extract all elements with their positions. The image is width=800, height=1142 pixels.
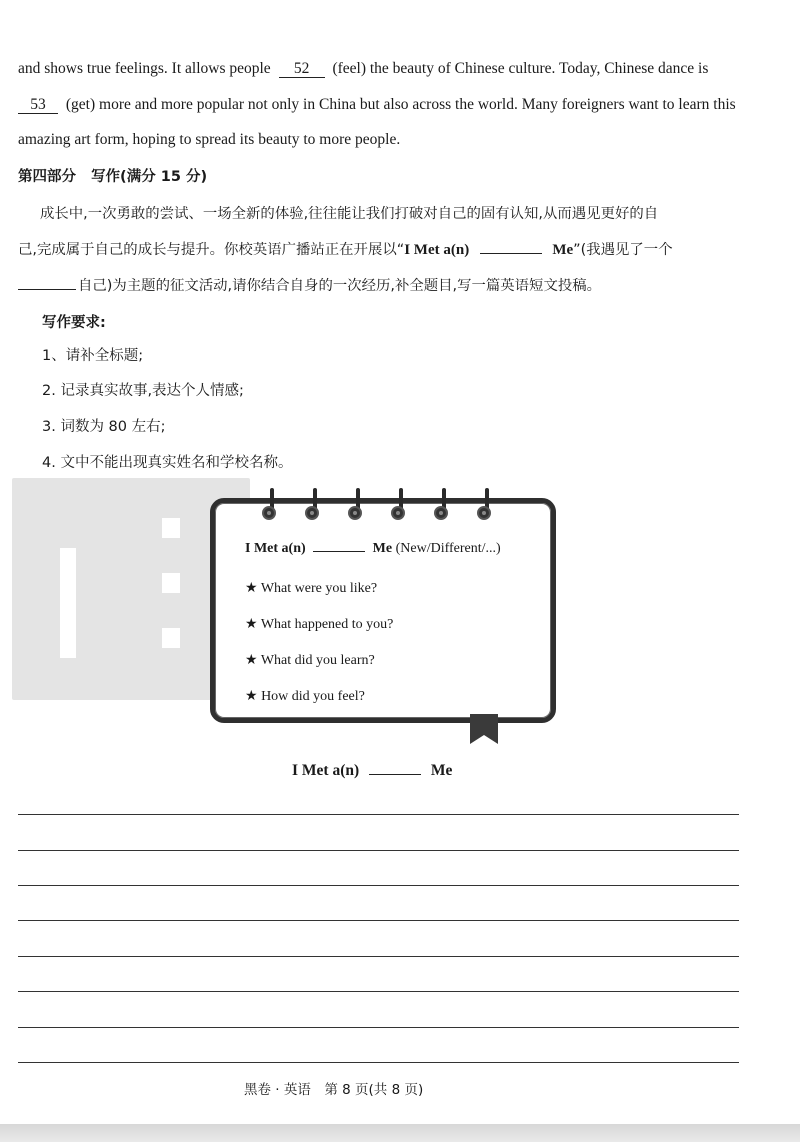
passage-text: (get) more and more popular not only in China but also across the world. Many foreigners want to learn this: [65, 96, 736, 113]
notebook-question: ★ What happened to you?: [245, 617, 394, 632]
prompt-title-blank: [480, 253, 542, 254]
prompt-line-2: [18, 238, 673, 259]
section-part: 第四部分: [18, 169, 76, 185]
notebook-title-a: I Met a(n): [245, 541, 306, 556]
bookmark-icon: [470, 714, 498, 744]
blank-52: 52: [279, 60, 325, 78]
passage-text: and shows true feelings. It allows people: [18, 60, 271, 77]
ring-hole-icon: [348, 506, 362, 520]
star-icon: ★: [245, 653, 258, 668]
notebook-card: [210, 498, 556, 723]
writing-line[interactable]: [18, 850, 739, 851]
passage-line-1: [18, 60, 708, 78]
notebook-question: ★ How did you feel?: [245, 689, 365, 704]
notebook-title: [245, 541, 501, 557]
requirements-heading: 写作要求:: [42, 315, 106, 331]
prompt-blank-2: [18, 289, 76, 290]
answer-title: [292, 762, 452, 780]
blank-53: 53: [18, 96, 58, 114]
notebook-title-hint: (New/Different/...): [395, 541, 501, 556]
writing-line[interactable]: [18, 1027, 739, 1028]
writing-line[interactable]: [18, 885, 739, 886]
ring-hole-icon: [477, 506, 491, 520]
ring-hole-icon: [305, 506, 319, 520]
passage-line-3: [18, 131, 400, 149]
notebook-question: ★ What did you learn?: [245, 653, 375, 668]
prompt-text: ”(我遇见了一个: [573, 242, 673, 258]
writing-line[interactable]: [18, 956, 739, 957]
writing-line[interactable]: [18, 1062, 739, 1063]
prompt-title-b: Me: [552, 242, 574, 258]
section-title: 写作(满分 15 分): [91, 169, 208, 185]
prompt-line-1: 成长中,一次勇敢的尝试、一场全新的体验,往往能让我们打破对自己的固有认知,从而遇见更好的自: [40, 206, 659, 222]
passage-text: (feel) the beauty of Chinese culture. Today, Chinese dance is: [332, 60, 709, 77]
prompt-text: 自己)为主题的征文活动,请你结合自身的一次经历,补全题目,写一篇英语短文投稿。: [78, 278, 602, 294]
prompt-text: 己,完成属于自己的成长与提升。你校英语广播站正在开展以“: [18, 242, 405, 258]
page-edge: [0, 1124, 800, 1142]
section-heading: [18, 165, 207, 186]
answer-title-blank[interactable]: [369, 774, 421, 775]
writing-line[interactable]: [18, 920, 739, 921]
ring-hole-icon: [391, 506, 405, 520]
answer-title-a: I Met a(n): [292, 762, 360, 779]
prompt-title-a: I Met a(n): [404, 242, 470, 258]
star-icon: ★: [245, 689, 258, 704]
writing-line[interactable]: [18, 991, 739, 992]
star-icon: ★: [245, 581, 258, 596]
ring-hole-icon: [262, 506, 276, 520]
prompt-line-3: [18, 274, 601, 295]
page-footer: 黑卷 · 英语 第 8 页(共 8 页): [244, 1082, 424, 1098]
requirement-2: 2. 记录真实故事,表达个人情感;: [42, 383, 244, 399]
notebook-title-blank: [313, 551, 365, 552]
passage-text: amazing art form, hoping to spread its beauty to more people.: [18, 131, 401, 148]
star-icon: ★: [245, 617, 258, 632]
requirement-1: 1、请补全标题;: [42, 348, 144, 364]
requirement-3: 3. 词数为 80 左右;: [42, 419, 166, 435]
answer-title-b: Me: [430, 762, 453, 779]
notebook-question: ★ What were you like?: [245, 581, 378, 596]
ring-hole-icon: [434, 506, 448, 520]
requirement-4: 4. 文中不能出现真实姓名和学校名称。: [42, 455, 293, 471]
passage-line-2: [18, 96, 736, 114]
writing-line[interactable]: [18, 814, 739, 815]
notebook-title-b: Me: [372, 541, 393, 556]
